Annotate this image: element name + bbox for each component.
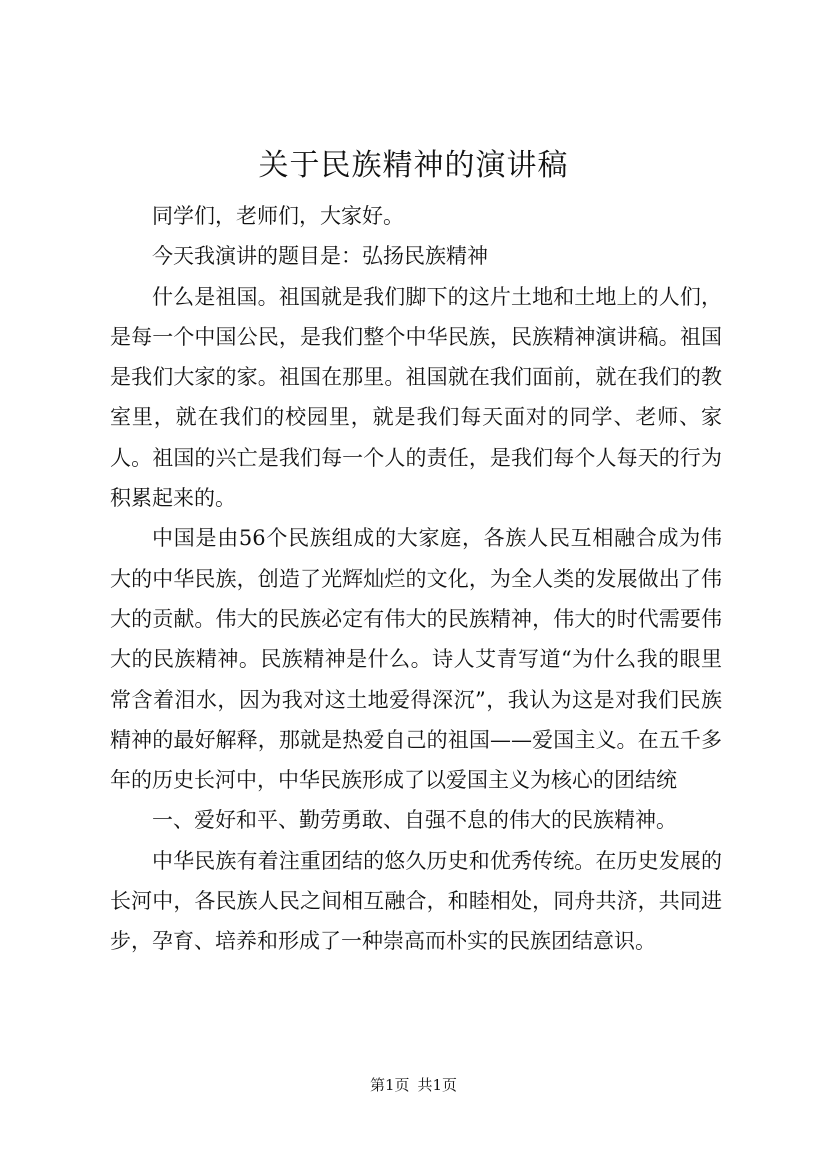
paragraph-nation-spirit: 中国是由56个民族组成的大家庭，各族人民互相融合成为伟大的中华民族，创造了光辉灿烂的文化，为全人类的发展做出了伟大的贡献。伟大的民族必定有伟大的民族精神，伟大的时代需要伟大的民族精神。民族精神是什么。诗人艾青写道“为什么我的眼里常含着泪水，因为我对这土地爱得深沉”，我认为这是对我们民族精神的最好解释，那就是热爱自己的祖国——爱国主义。在五千多年的历史长河中，中华民族形成了以爱国主义为核心的团结统 — [110, 526, 722, 793]
paragraph-greeting: 同学们，老师们，大家好。 — [152, 204, 404, 228]
page-total: 共1页 — [417, 1076, 458, 1094]
paragraph-topic: 今天我演讲的题目是：弘扬民族精神 — [152, 244, 488, 269]
paragraph-what-is-motherland: 什么是祖国。祖国就是我们脚下的这片土地和土地上的人们，是每一个中国公民，是我们整个中华民族，民族精神演讲稿。祖国是我们大家的家。祖国在那里。祖国就在我们面前，就在我们的教室里，就在我们的校园里，就是我们每天面对的同学、老师、家人。祖国的兴亡是我们每一个人的责任，是我们每个人每天的行为积累起来的。 — [110, 284, 722, 511]
paragraph-peace-diligence: 一、爱好和平、勤劳勇敢、自强不息的伟大的民族精神。 — [152, 808, 677, 833]
page-footer — [0, 1075, 827, 1095]
paragraph-unity-tradition: 中华民族有着注重团结的悠久历史和优秀传统。在历史发展的长河中，各民族人民之间相互融合，和睦相处，同舟共济，共同进步，孕育、培养和形成了一种崇高而朴实的民族团结意识。 — [110, 848, 722, 954]
document-title: 关于民族精神的演讲稿 — [258, 148, 569, 183]
document-body — [110, 196, 722, 962]
page-number: 第1页 — [369, 1076, 410, 1094]
